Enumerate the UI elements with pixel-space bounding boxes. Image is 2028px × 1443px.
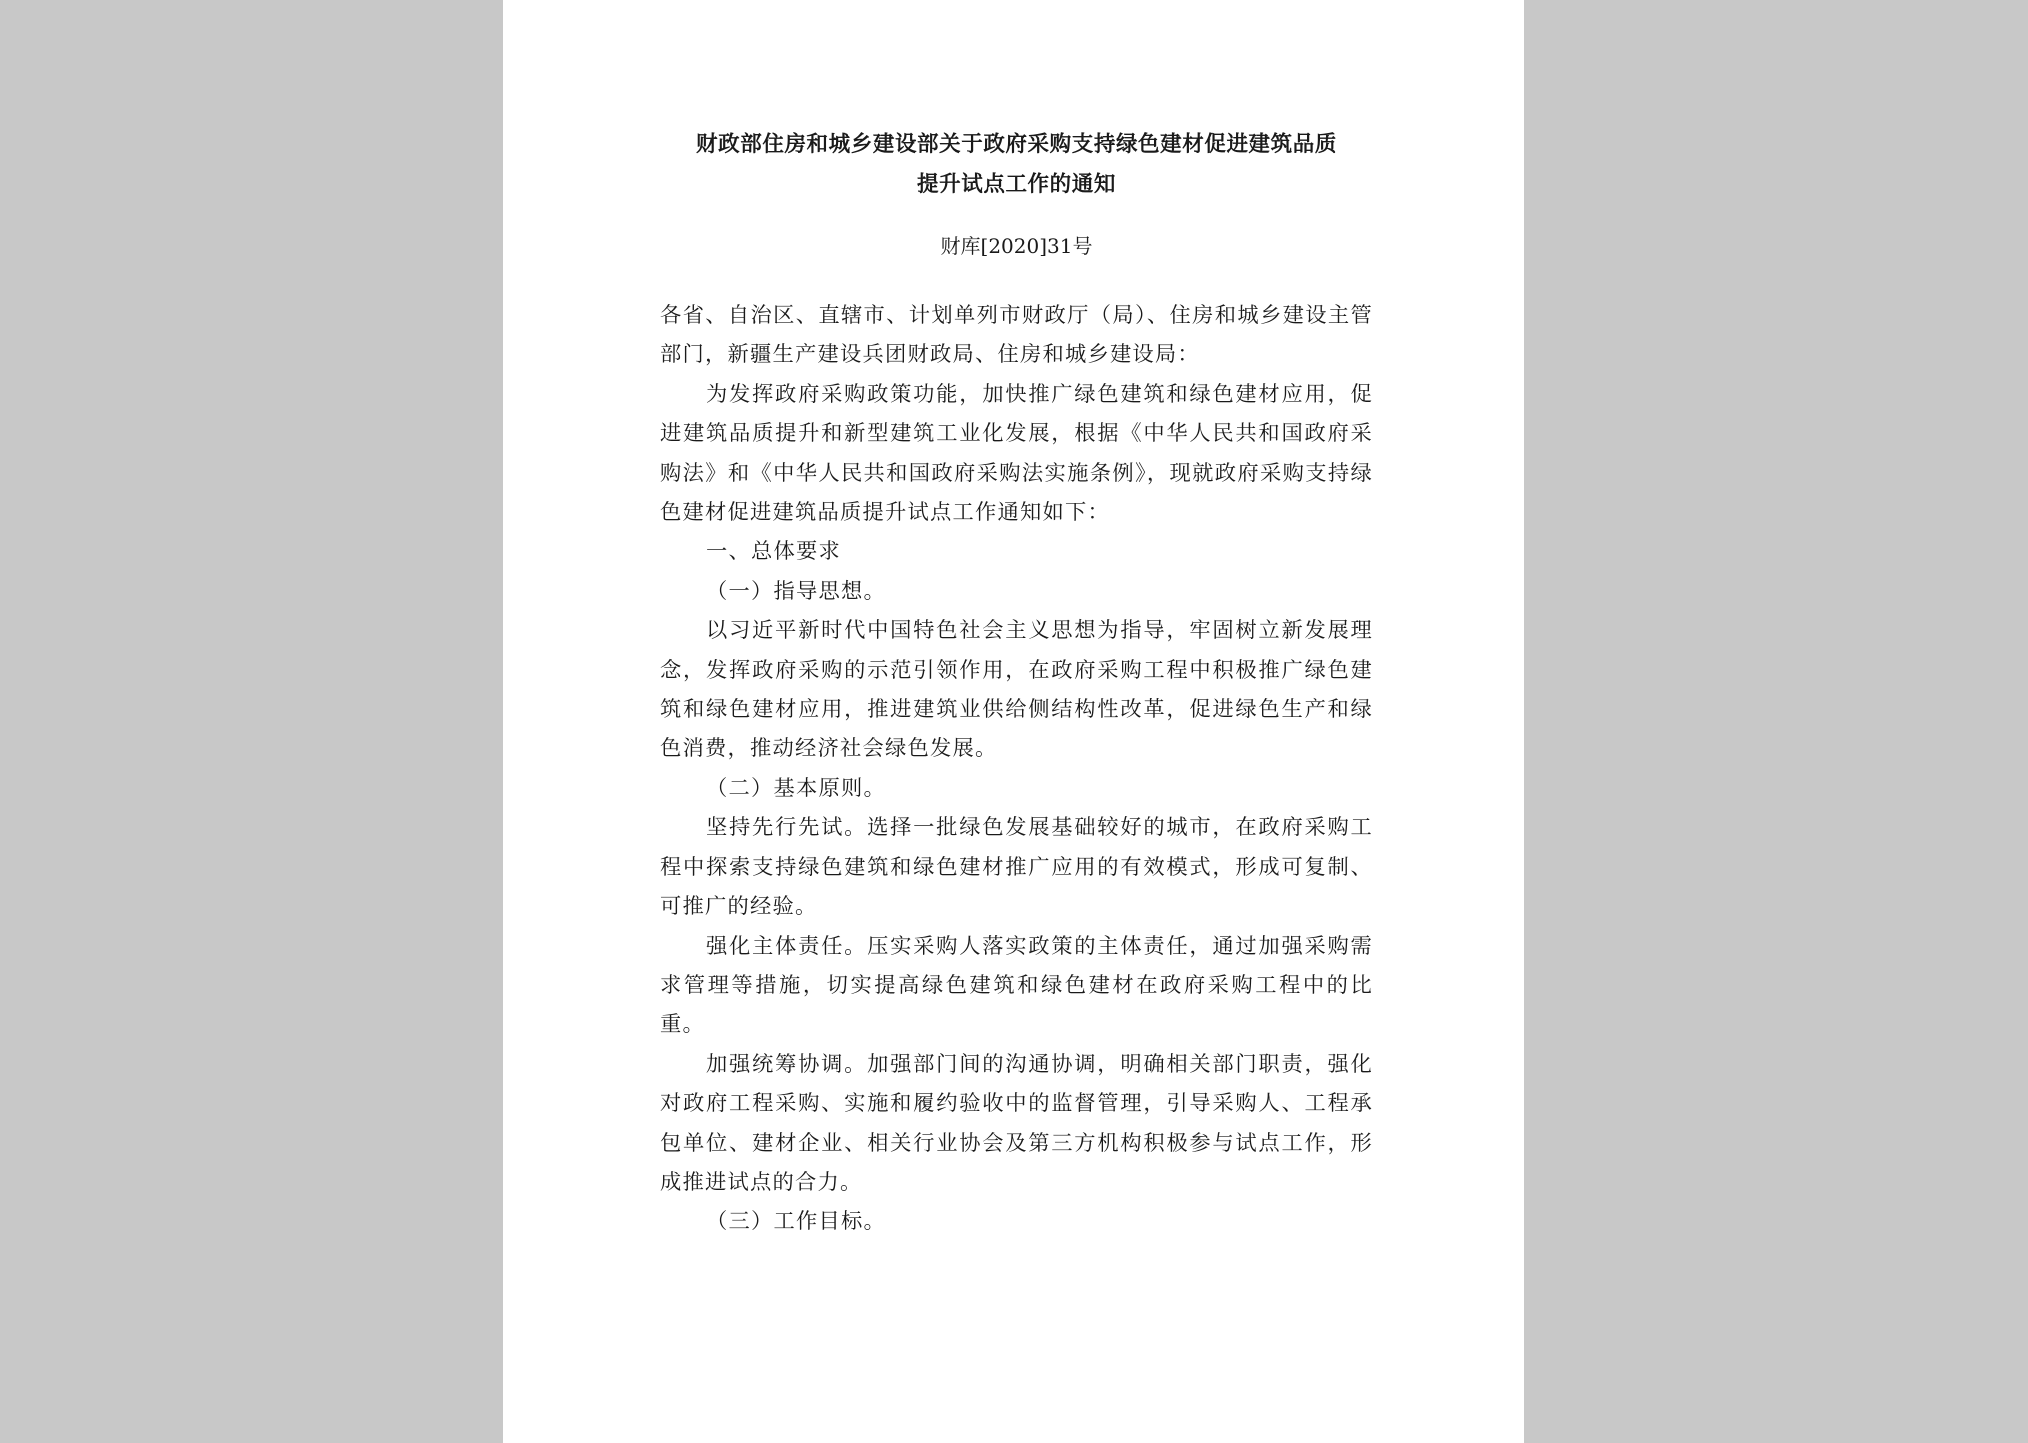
body-paragraph: 以习近平新时代中国特色社会主义思想为指导，牢固树立新发展理念，发挥政府采购的示范引领作用，在政府采购工程中积极推广绿色建筑和绿色建材应用，推进建筑业供给侧结构性改革，促进绿色生产和绿色消费，推动经济社会绿色发展。 (660, 618, 1373, 762)
page-content (660, 125, 1373, 1242)
document-title (660, 125, 1373, 205)
body-paragraph: 坚持先行先试。选择一批绿色发展基础较好的城市，在政府采购工程中探索支持绿色建筑和绿色建材推广应用的有效模式，形成可复制、可推广的经验。 (660, 815, 1373, 920)
document-title-line-2: 提升试点工作的通知 (917, 172, 1116, 197)
addressee-paragraph: 各省、自治区、直辖市、计划单列市财政厅（局）、住房和城乡建设主管部门，新疆生产建设兵团财政局、住房和城乡建设局： (660, 303, 1373, 368)
document-number: 财库[2020]31号 (940, 234, 1093, 258)
subsection-heading: （一）指导思想。 (706, 578, 886, 604)
intro-paragraph: 为发挥政府采购政策功能，加快推广绿色建筑和绿色建材应用，促进建筑品质提升和新型建筑工业化发展，根据《中华人民共和国政府采购法》和《中华人民共和国政府采购法实施条例》，现就政府采购支持绿色建材促进建筑品质提升试点工作通知如下： (660, 381, 1373, 526)
subsection-heading: （二）基本原则。 (706, 775, 886, 801)
document-title-line-1: 财政部住房和城乡建设部关于政府采购支持绿色建材促进建筑品质 (696, 132, 1337, 157)
document-body (660, 296, 1373, 1242)
body-paragraph: 加强统筹协调。加强部门间的沟通协调，明确相关部门职责，强化对政府工程采购、实施和履约验收中的监督管理，引导采购人、工程承包单位、建材企业、相关行业协会及第三方机构积极参与试点工作，形成推进试点的合力。 (660, 1051, 1373, 1195)
document-page (503, 0, 1524, 1443)
subsection-heading: （三）工作目标。 (706, 1209, 886, 1235)
section-heading: 一、总体要求 (706, 539, 841, 565)
body-paragraph: 强化主体责任。压实采购人落实政策的主体责任，通过加强采购需求管理等措施，切实提高绿色建筑和绿色建材在政府采购工程中的比重。 (660, 933, 1373, 1038)
